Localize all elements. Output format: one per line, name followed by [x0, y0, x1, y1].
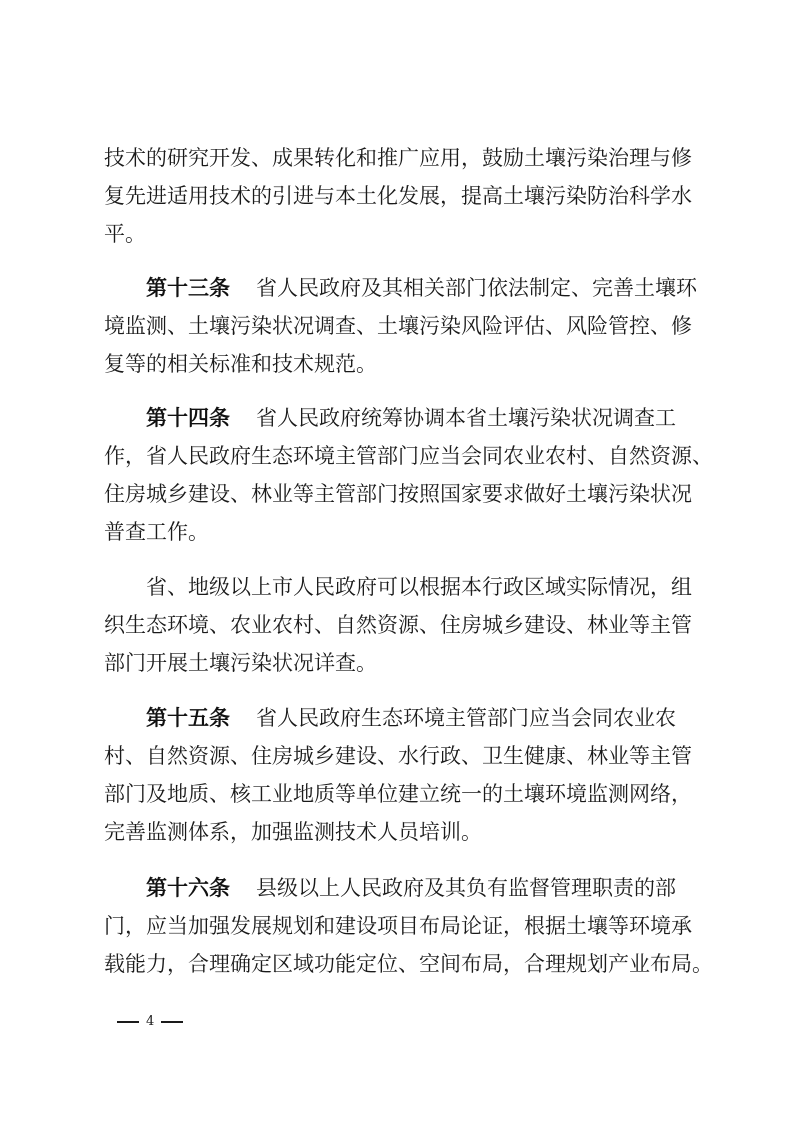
- text-line: 门，应当加强发展规划和建设项目布局论证，根据土壤等环境承: [104, 914, 692, 938]
- text-line: 载能力，合理确定区域功能定位、空间布局，合理规划产业布局。: [104, 952, 713, 976]
- text-line: 完善监测体系，加强监测技术人员培训。: [104, 820, 482, 844]
- text-line: 省、地级以上市人民政府可以根据本行政区域实际情况，组: [146, 575, 692, 599]
- text-line: 复等的相关标准和技术规范。: [104, 352, 377, 376]
- text-line: 部门开展土壤污染状况详查。: [104, 651, 377, 675]
- page-number: 4: [146, 1014, 155, 1029]
- text-line: 省人民政府及其相关部门依法制定、完善土壤环: [256, 276, 697, 300]
- text-line: 平。: [104, 222, 146, 246]
- article-14-first-line: [146, 406, 676, 430]
- article-16-heading: 第十六条: [146, 876, 230, 900]
- text-line: 住房城乡建设、林业等主管部门按照国家要求做好土壤污染状况: [104, 482, 692, 506]
- text-line: 省人民政府生态环境主管部门应当会同农业农: [256, 706, 676, 730]
- text-line: 普查工作。: [104, 520, 209, 544]
- text-line: 村、自然资源、住房城乡建设、水行政、卫生健康、林业等主管: [104, 744, 692, 768]
- text-line: 省人民政府统筹协调本省土壤污染状况调查工: [256, 406, 676, 430]
- text-line: 部门及地质、核工业地质等单位建立统一的土壤环境监测网络，: [104, 782, 692, 806]
- text-line: 县级以上人民政府及其负有监督管理职责的部: [256, 876, 676, 900]
- page-dash-right: [161, 1021, 183, 1023]
- text-line: 境监测、土壤污染状况调查、土壤污染风险评估、风险管控、修: [104, 314, 692, 338]
- text-line: 技术的研究开发、成果转化和推广应用，鼓励土壤污染治理与修: [104, 146, 692, 170]
- article-13-first-line: [146, 276, 697, 300]
- article-14-heading: 第十四条: [146, 406, 230, 430]
- article-13-heading: 第十三条: [146, 276, 230, 300]
- text-line: 作，省人民政府生态环境主管部门应当会同农业农村、自然资源、: [104, 444, 713, 468]
- page-dash-left: [117, 1021, 139, 1023]
- article-15-heading: 第十五条: [146, 706, 230, 730]
- article-16-first-line: [146, 876, 676, 900]
- page-footer: [117, 1014, 183, 1030]
- article-15-first-line: [146, 706, 676, 730]
- text-line: 织生态环境、农业农村、自然资源、住房城乡建设、林业等主管: [104, 613, 692, 637]
- text-line: 复先进适用技术的引进与本土化发展，提高土壤污染防治科学水: [104, 184, 692, 208]
